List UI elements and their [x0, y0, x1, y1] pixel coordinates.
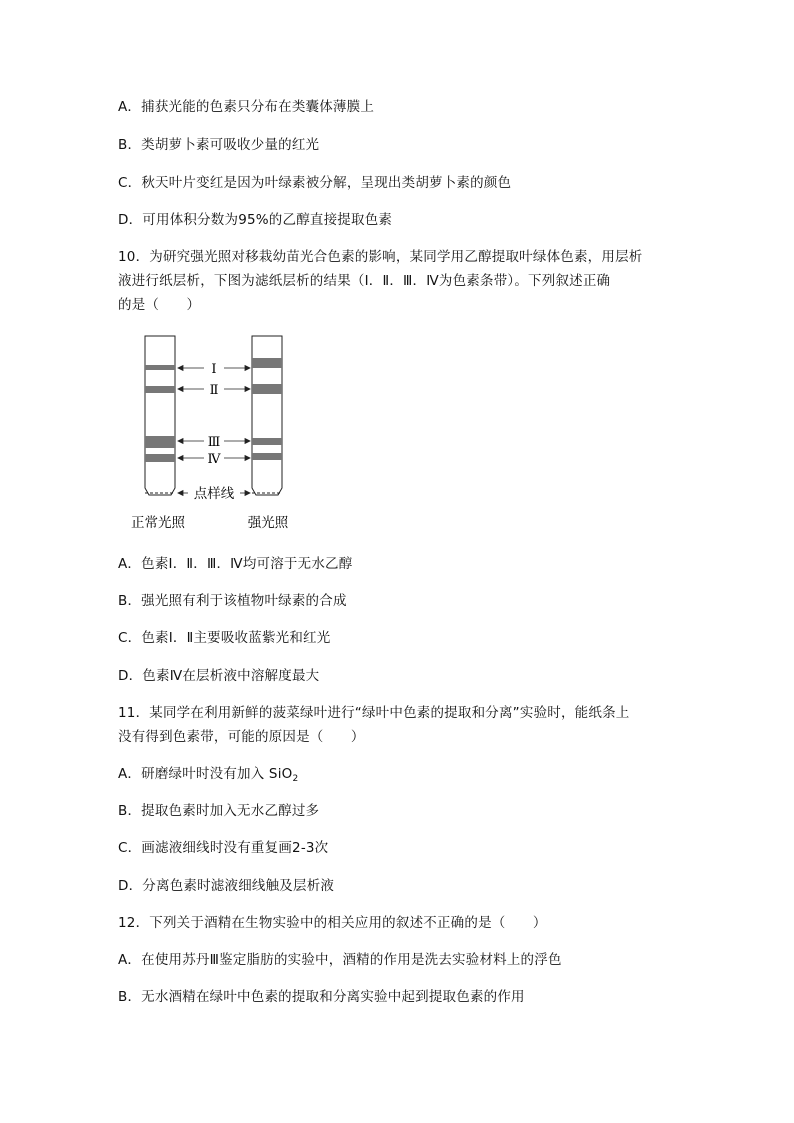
- right-band-2: [252, 384, 282, 394]
- q11-option-d: D．分离色素时滤液细线触及层析液: [118, 878, 335, 894]
- q9-option-a: A．捕获光能的色素只分布在类囊体薄膜上: [118, 99, 375, 115]
- right-band-3: [252, 438, 282, 445]
- q9-option-b: B．类胡萝卜素可吸收少量的红光: [118, 137, 320, 153]
- band-label-4: Ⅳ: [207, 452, 221, 467]
- q12-option-a: A．在使用苏丹Ⅲ鉴定脂肪的实验中，酒精的作用是洗去实验材料上的浮色: [118, 952, 562, 968]
- q10-stem-line-2: 液进行纸层析，下图为滤纸层析的结果（Ⅰ．Ⅱ．Ⅲ．Ⅳ为色素条带）。下列叙述正确: [118, 273, 611, 289]
- left-caption: 正常光照: [131, 515, 185, 531]
- left-band-2: [145, 386, 175, 393]
- q11-stem-line-1: 11．某同学在利用新鲜的菠菜绿叶进行“绿叶中色素的提取和分离”实验时，能纸条上: [118, 705, 630, 721]
- q10-option-b: B．强光照有利于该植物叶绿素的合成: [118, 593, 347, 609]
- q12-option-b: B．无水酒精在绿叶中色素的提取和分离实验中起到提取色素的作用: [118, 989, 525, 1005]
- right-caption: 强光照: [247, 515, 289, 531]
- q11-option-a: [118, 765, 298, 788]
- q10-stem-line-3: 的是（ ）: [118, 297, 201, 313]
- q12-stem: 12．下列关于酒精在生物实验中的相关应用的叙述不正确的是（ ）: [118, 915, 547, 931]
- q11-option-a-text: A．研磨绿叶时没有加入 SiO: [118, 766, 293, 782]
- left-band-1: [145, 365, 175, 370]
- q11-option-c: C．画滤液细线时没有重复画2-3次: [118, 840, 329, 856]
- band-label-1: Ⅰ: [211, 362, 217, 377]
- band-label-3: Ⅲ: [207, 435, 221, 450]
- q11-stem-line-2: 没有得到色素带，可能的原因是（ ）: [118, 729, 365, 745]
- left-band-4: [145, 454, 175, 462]
- chromatography-diagram: [120, 330, 310, 535]
- q9-option-d: D．可用体积分数为95%的乙醇直接提取色素: [118, 212, 393, 228]
- q10-stem-line-1: 10．为研究强光照对移栽幼苗光合色素的影响，某同学用乙醇提取叶绿体色素，用层析: [118, 249, 643, 265]
- q10-option-d: D．色素Ⅳ在层析液中溶解度最大: [118, 668, 320, 684]
- q10-option-c: C．色素Ⅰ．Ⅱ主要吸收蓝紫光和红光: [118, 630, 331, 646]
- right-band-4: [252, 453, 282, 460]
- origin-line-label: 点样线: [193, 486, 235, 502]
- q11-option-a-subscript: 2: [292, 774, 299, 784]
- q9-option-c: C．秋天叶片变红是因为叶绿素被分解，呈现出类胡萝卜素的颜色: [118, 175, 512, 191]
- right-band-1: [252, 358, 282, 368]
- q11-option-b: B．提取色素时加入无水乙醇过多: [118, 803, 320, 819]
- q10-option-a: A．色素Ⅰ．Ⅱ．Ⅲ．Ⅳ均可溶于无水乙醇: [118, 556, 353, 572]
- band-label-2: Ⅱ: [209, 383, 219, 398]
- left-band-3: [145, 436, 175, 448]
- left-paper-strip: [145, 336, 175, 495]
